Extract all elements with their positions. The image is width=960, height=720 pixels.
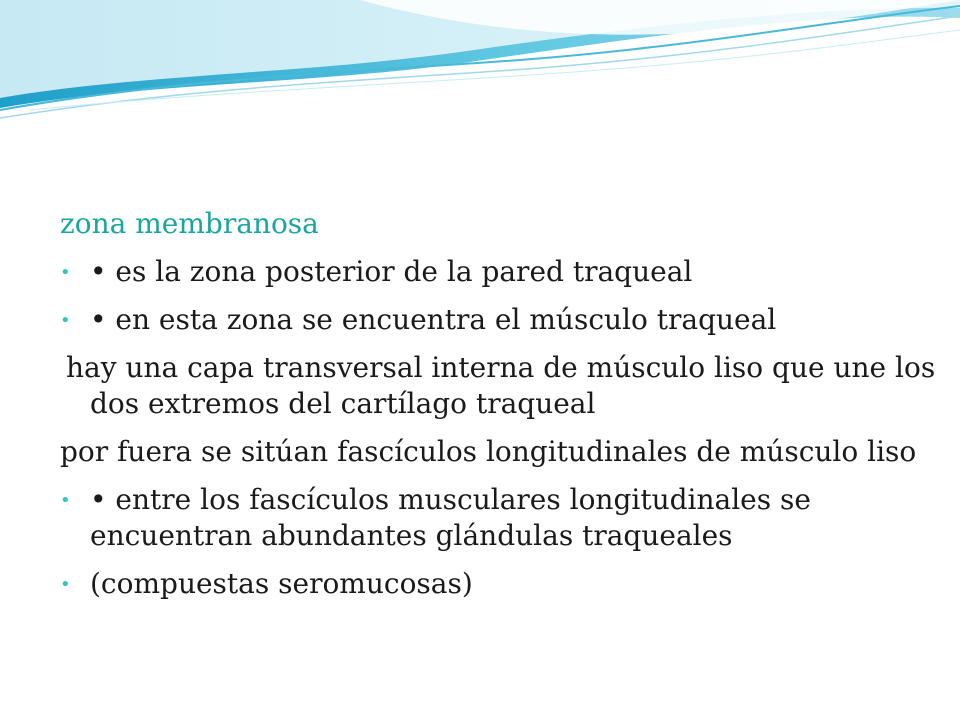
bullet-item [60,566,940,602]
bullet-item [60,302,940,338]
slide-body [60,206,940,602]
paragraph-item: por fuera se sitúan fascículos longitudinales de músculo liso [60,435,917,468]
header-wave-decoration [0,0,960,130]
slide-heading: zona membranosa [60,207,319,240]
bullet-text: • entre los fascículos musculares longitudinales se encuentran abundantes glándulas traqueales [90,483,811,552]
bullet-dot-icon: • [60,490,71,511]
bullet-text: • es la zona posterior de la pared traqueal [90,255,693,288]
bullet-dot-icon: • [60,310,71,331]
bullet-text: • en esta zona se encuentra el músculo traqueal [90,303,777,336]
paragraph-item: hay una capa transversal interna de músculo liso que une los dos extremos del cartílago traqueal [66,351,936,420]
bullet-item [60,482,940,554]
bullet-item [60,254,940,290]
bullet-dot-icon: • [60,262,71,283]
bullet-text: (compuestas seromucosas) [90,567,473,600]
bullet-dot-icon: • [60,574,71,595]
